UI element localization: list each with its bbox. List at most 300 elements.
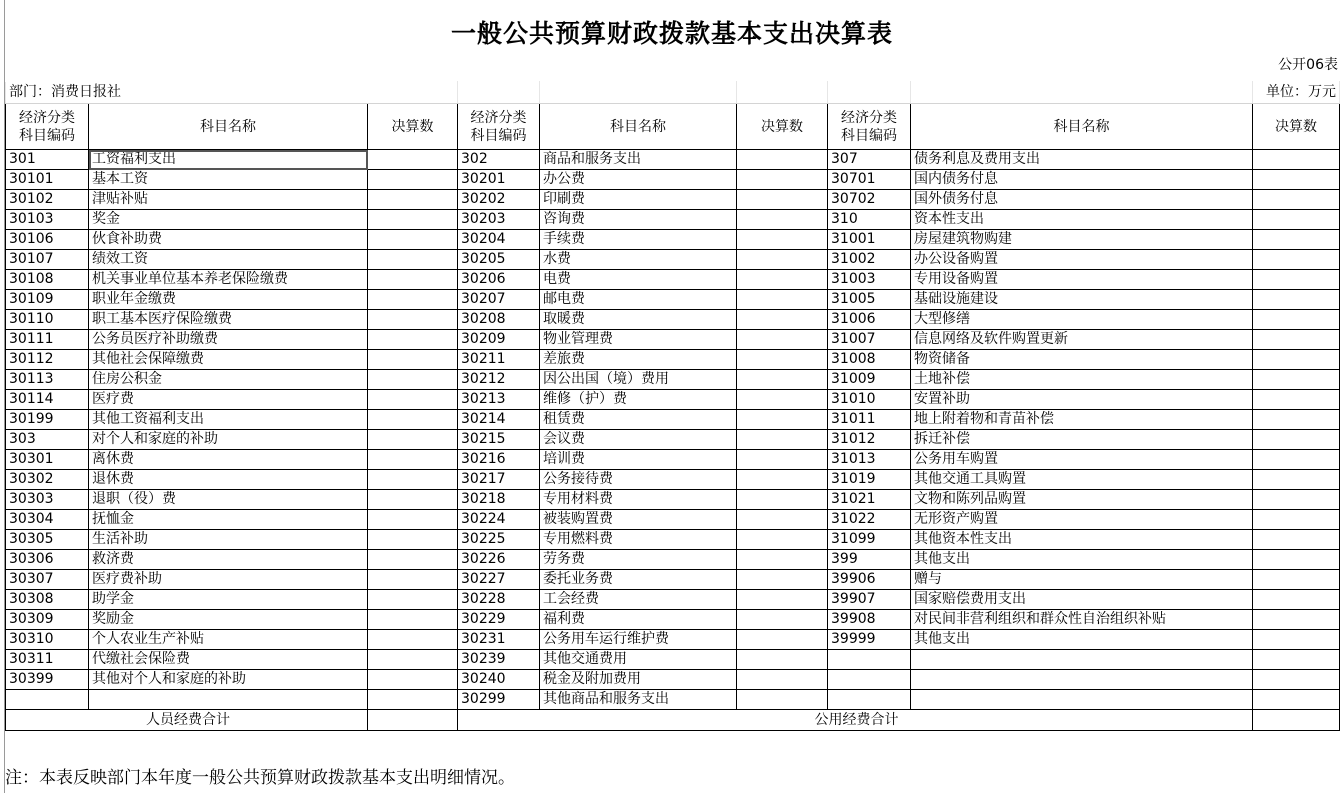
cell-name[interactable]: 邮电费 (540, 290, 737, 310)
cell-name[interactable]: 地上附着物和青苗补偿 (911, 410, 1253, 430)
cell-amount[interactable] (1253, 270, 1340, 290)
table-row (6, 290, 1340, 310)
cell-name[interactable]: 咨询费 (540, 210, 737, 230)
header-amount-1: 决算数 (368, 104, 458, 150)
cell-code[interactable]: 30215 (458, 430, 540, 450)
cell-name[interactable]: 其他支出 (911, 630, 1253, 650)
cell-code[interactable]: 31010 (828, 390, 911, 410)
cell-amount[interactable] (737, 690, 828, 710)
table-row (6, 510, 1340, 530)
cell-name[interactable] (911, 650, 1253, 670)
cell-amount[interactable] (1253, 690, 1340, 710)
cell-name[interactable]: 物业管理费 (540, 330, 737, 350)
cell-amount[interactable] (368, 430, 458, 450)
header-name-1: 科目名称 (89, 104, 368, 150)
cell-name[interactable]: 其他交通工具购置 (911, 470, 1253, 490)
cell-name[interactable]: 离休费 (89, 450, 368, 470)
cell-name[interactable]: 专用设备购置 (911, 270, 1253, 290)
cell-code[interactable]: 30228 (458, 590, 540, 610)
cell-code[interactable]: 30114 (6, 390, 89, 410)
cell-name[interactable]: 对个人和家庭的补助 (89, 430, 368, 450)
cell-name[interactable]: 基本工资 (89, 170, 368, 190)
table-row (6, 310, 1340, 330)
meta-row (6, 82, 1340, 104)
table-code-label: 公开06表 (1278, 57, 1338, 73)
cell-code[interactable]: 30201 (458, 170, 540, 190)
cell-name[interactable] (911, 690, 1253, 710)
cell-code[interactable]: 307 (828, 150, 911, 170)
cell-code[interactable] (828, 650, 911, 670)
cell-name[interactable]: 维修（护）费 (540, 390, 737, 410)
cell-name[interactable]: 住房公积金 (89, 370, 368, 390)
cell-amount[interactable] (1253, 230, 1340, 250)
table-row (6, 590, 1340, 610)
cell-name[interactable]: 基础设施建设 (911, 290, 1253, 310)
cell-name[interactable]: 物资储备 (911, 350, 1253, 370)
cell-code[interactable]: 30214 (458, 410, 540, 430)
table-row (6, 530, 1340, 550)
table-row (6, 430, 1340, 450)
table-row (6, 490, 1340, 510)
cell-code[interactable]: 31003 (828, 270, 911, 290)
cell-amount[interactable] (737, 230, 828, 250)
cell-name[interactable]: 文物和陈列品购置 (911, 490, 1253, 510)
cell-code[interactable]: 31001 (828, 230, 911, 250)
cell-code[interactable]: 399 (828, 550, 911, 570)
cell-amount[interactable] (737, 610, 828, 630)
header-code-3: 经济分类 科目编码 (828, 104, 911, 150)
cell-code[interactable]: 30227 (458, 570, 540, 590)
cell-code[interactable]: 30111 (6, 330, 89, 350)
table-row (6, 370, 1340, 390)
cell-amount[interactable] (1253, 450, 1340, 470)
cell-name[interactable]: 印刷费 (540, 190, 737, 210)
cell-code[interactable]: 39906 (828, 570, 911, 590)
cell-code[interactable]: 30103 (6, 210, 89, 230)
cell-code[interactable]: 30208 (458, 310, 540, 330)
cell-code[interactable]: 30302 (6, 470, 89, 490)
table-row (6, 650, 1340, 670)
cell-amount[interactable] (1253, 390, 1340, 410)
cell-name[interactable]: 资本性支出 (911, 210, 1253, 230)
cell-name[interactable]: 救济费 (89, 550, 368, 570)
cell-name[interactable]: 手续费 (540, 230, 737, 250)
cell-amount[interactable] (368, 170, 458, 190)
cell-name[interactable]: 绩效工资 (89, 250, 368, 270)
cell-amount[interactable] (1253, 370, 1340, 390)
cell-code[interactable]: 31011 (828, 410, 911, 430)
cell-amount[interactable] (1253, 590, 1340, 610)
cell-amount[interactable] (368, 230, 458, 250)
cell-amount[interactable] (368, 250, 458, 270)
cell-name[interactable]: 被装购置费 (540, 510, 737, 530)
cell-amount[interactable] (737, 650, 828, 670)
cell-name[interactable]: 其他交通费用 (540, 650, 737, 670)
cell-name[interactable]: 无形资产购置 (911, 510, 1253, 530)
cell-code[interactable]: 31013 (828, 450, 911, 470)
header-name-2: 科目名称 (540, 104, 737, 150)
cell-code[interactable]: 30306 (6, 550, 89, 570)
cell-amount[interactable] (737, 330, 828, 350)
header-code-1: 经济分类 科目编码 (6, 104, 89, 150)
cell-code[interactable]: 30224 (458, 510, 540, 530)
cell-name[interactable]: 其他商品和服务支出 (540, 690, 737, 710)
cell-amount[interactable] (737, 250, 828, 270)
cell-amount[interactable] (1253, 670, 1340, 690)
cell-name[interactable]: 电费 (540, 270, 737, 290)
cell-code[interactable]: 31007 (828, 330, 911, 350)
cell-name[interactable]: 退职（役）费 (89, 490, 368, 510)
cell-amount[interactable] (368, 670, 458, 690)
cell-code[interactable]: 39999 (828, 630, 911, 650)
cell-code[interactable]: 39907 (828, 590, 911, 610)
cell-code[interactable]: 31009 (828, 370, 911, 390)
cell-name[interactable]: 医疗费补助 (89, 570, 368, 590)
cell-code[interactable]: 30303 (6, 490, 89, 510)
cell-name[interactable]: 国家赔偿费用支出 (911, 590, 1253, 610)
cell-amount[interactable] (737, 310, 828, 330)
cell-code[interactable]: 31006 (828, 310, 911, 330)
cell-name[interactable]: 培训费 (540, 450, 737, 470)
footnote: 注：本表反映部门本年度一般公共预算财政拨款基本支出明细情况。 (5, 768, 515, 788)
table-row (6, 570, 1340, 590)
cell-code[interactable]: 39908 (828, 610, 911, 630)
cell-code[interactable]: 30701 (828, 170, 911, 190)
cell-code[interactable]: 30203 (458, 210, 540, 230)
cell-name[interactable]: 办公设备购置 (911, 250, 1253, 270)
cell-amount[interactable] (368, 630, 458, 650)
cell-code[interactable]: 31012 (828, 430, 911, 450)
cell-code[interactable]: 30229 (458, 610, 540, 630)
cell-name[interactable]: 拆迁补偿 (911, 430, 1253, 450)
table-row (6, 550, 1340, 570)
header-amount-3: 决算数 (1253, 104, 1340, 150)
cell-code[interactable]: 31002 (828, 250, 911, 270)
cell-name[interactable]: 房屋建筑物购建 (911, 230, 1253, 250)
cell-amount[interactable] (737, 190, 828, 210)
cell-name[interactable]: 办公费 (540, 170, 737, 190)
cell-name[interactable]: 专用燃料费 (540, 530, 737, 550)
cell-code[interactable]: 30204 (458, 230, 540, 250)
cell-code[interactable]: 30107 (6, 250, 89, 270)
cell-amount[interactable] (368, 690, 458, 710)
table-row (6, 610, 1340, 630)
cell-amount[interactable] (368, 290, 458, 310)
table-row (6, 470, 1340, 490)
header-amount-2: 决算数 (737, 104, 828, 150)
cell-name[interactable]: 其他资本性支出 (911, 530, 1253, 550)
cell-name[interactable]: 公务用车购置 (911, 450, 1253, 470)
cell-amount[interactable] (737, 490, 828, 510)
cell-code[interactable]: 30211 (458, 350, 540, 370)
cell-code[interactable]: 30308 (6, 590, 89, 610)
expenditure-table (5, 81, 1340, 731)
cell-name[interactable]: 奖金 (89, 210, 368, 230)
table-row (6, 170, 1340, 190)
cell-code[interactable]: 30301 (6, 450, 89, 470)
cell-amount[interactable] (368, 570, 458, 590)
cell-code[interactable]: 303 (6, 430, 89, 450)
cell-name[interactable]: 工会经费 (540, 590, 737, 610)
cell-amount[interactable] (368, 350, 458, 370)
cell-amount[interactable] (368, 410, 458, 430)
cell-amount[interactable] (1253, 210, 1340, 230)
cell-code[interactable]: 30311 (6, 650, 89, 670)
cell-amount[interactable] (1253, 490, 1340, 510)
cell-code[interactable]: 30309 (6, 610, 89, 630)
cell-name[interactable]: 工资福利支出 (89, 150, 368, 170)
cell-name[interactable]: 取暖费 (540, 310, 737, 330)
cell-code[interactable]: 30109 (6, 290, 89, 310)
cell-code[interactable]: 30304 (6, 510, 89, 530)
cell-amount[interactable] (1253, 410, 1340, 430)
cell-name[interactable]: 赠与 (911, 570, 1253, 590)
public-total-amount[interactable] (1253, 710, 1340, 731)
cell-code[interactable]: 30231 (458, 630, 540, 650)
cell-amount[interactable] (737, 550, 828, 570)
cell-name[interactable]: 津贴补贴 (89, 190, 368, 210)
cell-name[interactable]: 信息网络及软件购置更新 (911, 330, 1253, 350)
cell-code[interactable]: 30202 (458, 190, 540, 210)
cell-name[interactable]: 国外债务付息 (911, 190, 1253, 210)
cell-code[interactable]: 30213 (458, 390, 540, 410)
cell-name[interactable]: 商品和服务支出 (540, 150, 737, 170)
cell-name[interactable]: 代缴社会保险费 (89, 650, 368, 670)
cell-code[interactable]: 30216 (458, 450, 540, 470)
cell-amount[interactable] (1253, 170, 1340, 190)
cell-amount[interactable] (368, 650, 458, 670)
cell-name[interactable]: 其他支出 (911, 550, 1253, 570)
cell-amount[interactable] (737, 530, 828, 550)
table-row (6, 330, 1340, 350)
cell-code[interactable]: 30113 (6, 370, 89, 390)
cell-code[interactable]: 30307 (6, 570, 89, 590)
cell-amount[interactable] (1253, 470, 1340, 490)
cell-name[interactable]: 公务接待费 (540, 470, 737, 490)
cell-name[interactable]: 大型修缮 (911, 310, 1253, 330)
cell-amount[interactable] (1253, 570, 1340, 590)
cell-code[interactable]: 302 (458, 150, 540, 170)
cell-name[interactable]: 劳务费 (540, 550, 737, 570)
cell-code[interactable]: 30212 (458, 370, 540, 390)
cell-name[interactable]: 助学金 (89, 590, 368, 610)
cell-amount[interactable] (1253, 290, 1340, 310)
cell-amount[interactable] (368, 330, 458, 350)
cell-name[interactable]: 公务员医疗补助缴费 (89, 330, 368, 350)
table-row (6, 150, 1340, 170)
cell-code[interactable] (828, 670, 911, 690)
cell-amount[interactable] (737, 670, 828, 690)
cell-name[interactable]: 水费 (540, 250, 737, 270)
cell-name[interactable]: 债务利息及费用支出 (911, 150, 1253, 170)
cell-code[interactable]: 30106 (6, 230, 89, 250)
cell-amount[interactable] (737, 470, 828, 490)
cell-amount[interactable] (1253, 310, 1340, 330)
cell-name[interactable]: 奖励金 (89, 610, 368, 630)
cell-amount[interactable] (1253, 350, 1340, 370)
cell-amount[interactable] (368, 510, 458, 530)
cell-amount[interactable] (1253, 190, 1340, 210)
cell-amount[interactable] (368, 370, 458, 390)
cell-name[interactable]: 医疗费 (89, 390, 368, 410)
table-row (6, 670, 1340, 690)
cell-code[interactable]: 30209 (458, 330, 540, 350)
cell-code[interactable]: 310 (828, 210, 911, 230)
cell-name[interactable]: 机关事业单位基本养老保险缴费 (89, 270, 368, 290)
cell-amount[interactable] (737, 210, 828, 230)
cell-code[interactable] (6, 690, 89, 710)
cell-amount[interactable] (368, 150, 458, 170)
cell-code[interactable]: 31005 (828, 290, 911, 310)
cell-name[interactable]: 其他工资福利支出 (89, 410, 368, 430)
cell-name[interactable]: 其他对个人和家庭的补助 (89, 670, 368, 690)
personnel-total-label: 人员经费合计 (6, 710, 368, 731)
header-row (6, 104, 1340, 150)
cell-code[interactable]: 30199 (6, 410, 89, 430)
cell-amount[interactable] (368, 450, 458, 470)
cell-amount[interactable] (737, 510, 828, 530)
cell-code[interactable]: 30206 (458, 270, 540, 290)
unit-label: 单位：万元 (1253, 82, 1340, 104)
table-row (6, 390, 1340, 410)
cell-amount[interactable] (368, 210, 458, 230)
cell-name[interactable]: 会议费 (540, 430, 737, 450)
cell-code[interactable]: 30218 (458, 490, 540, 510)
cell-code[interactable]: 301 (6, 150, 89, 170)
cell-amount[interactable] (368, 530, 458, 550)
table-row (6, 690, 1340, 710)
cell-name[interactable]: 伙食补助费 (89, 230, 368, 250)
table-row (6, 190, 1340, 210)
cell-code[interactable]: 30226 (458, 550, 540, 570)
cell-code[interactable]: 30101 (6, 170, 89, 190)
table-row (6, 350, 1340, 370)
cell-name[interactable]: 委托业务费 (540, 570, 737, 590)
table-row (6, 210, 1340, 230)
cell-amount[interactable] (1253, 150, 1340, 170)
cell-name[interactable] (911, 670, 1253, 690)
cell-name[interactable]: 退休费 (89, 470, 368, 490)
cell-code[interactable]: 30110 (6, 310, 89, 330)
cell-amount[interactable] (737, 370, 828, 390)
cell-amount[interactable] (368, 190, 458, 210)
totals-row (6, 710, 1340, 731)
cell-name[interactable]: 生活补助 (89, 530, 368, 550)
cell-amount[interactable] (368, 470, 458, 490)
cell-code[interactable]: 31099 (828, 530, 911, 550)
cell-code[interactable]: 30240 (458, 670, 540, 690)
cell-name[interactable]: 租赁费 (540, 410, 737, 430)
table-row (6, 230, 1340, 250)
cell-name[interactable]: 安置补助 (911, 390, 1253, 410)
cell-amount[interactable] (737, 450, 828, 470)
cell-code[interactable]: 30305 (6, 530, 89, 550)
cell-code[interactable]: 30239 (458, 650, 540, 670)
cell-amount[interactable] (737, 270, 828, 290)
cell-amount[interactable] (368, 390, 458, 410)
cell-amount[interactable] (1253, 630, 1340, 650)
cell-amount[interactable] (368, 590, 458, 610)
cell-name[interactable]: 公务用车运行维护费 (540, 630, 737, 650)
cell-amount[interactable] (737, 570, 828, 590)
report-title: 一般公共预算财政拨款基本支出决算表 (450, 19, 893, 48)
personnel-total-amount[interactable] (368, 710, 458, 731)
cell-name[interactable]: 对民间非营利组织和群众性自治组织补贴 (911, 610, 1253, 630)
cell-code[interactable]: 30205 (458, 250, 540, 270)
cell-name[interactable]: 因公出国（境）费用 (540, 370, 737, 390)
cell-name[interactable]: 专用材料费 (540, 490, 737, 510)
cell-amount[interactable] (368, 270, 458, 290)
header-name-3: 科目名称 (911, 104, 1253, 150)
cell-code[interactable]: 30108 (6, 270, 89, 290)
cell-amount[interactable] (1253, 530, 1340, 550)
cell-code[interactable]: 30299 (458, 690, 540, 710)
cell-amount[interactable] (1253, 550, 1340, 570)
cell-amount[interactable] (1253, 330, 1340, 350)
cell-code[interactable]: 31021 (828, 490, 911, 510)
cell-code[interactable]: 30102 (6, 190, 89, 210)
public-total-label: 公用经费合计 (458, 710, 1253, 731)
cell-name[interactable]: 差旅费 (540, 350, 737, 370)
cell-code[interactable]: 31008 (828, 350, 911, 370)
cell-code[interactable]: 30310 (6, 630, 89, 650)
cell-amount[interactable] (368, 310, 458, 330)
cell-code[interactable]: 31022 (828, 510, 911, 530)
cell-code[interactable]: 30399 (6, 670, 89, 690)
department-label: 部门：消费日报社 (6, 82, 458, 104)
cell-amount[interactable] (737, 410, 828, 430)
cell-name[interactable]: 土地补偿 (911, 370, 1253, 390)
header-code-2: 经济分类 科目编码 (458, 104, 540, 150)
cell-amount[interactable] (737, 430, 828, 450)
cell-amount[interactable] (1253, 510, 1340, 530)
cell-code[interactable]: 30112 (6, 350, 89, 370)
cell-amount[interactable] (737, 350, 828, 370)
cell-amount[interactable] (368, 490, 458, 510)
cell-amount[interactable] (737, 170, 828, 190)
cell-code[interactable] (828, 690, 911, 710)
cell-name[interactable]: 福利费 (540, 610, 737, 630)
cell-code[interactable]: 30217 (458, 470, 540, 490)
cell-amount[interactable] (1253, 610, 1340, 630)
cell-amount[interactable] (737, 590, 828, 610)
cell-code[interactable]: 30207 (458, 290, 540, 310)
cell-name[interactable] (89, 690, 368, 710)
cell-code[interactable]: 30702 (828, 190, 911, 210)
cell-amount[interactable] (737, 290, 828, 310)
cell-amount[interactable] (368, 550, 458, 570)
cell-amount[interactable] (368, 610, 458, 630)
cell-amount[interactable] (737, 630, 828, 650)
cell-amount[interactable] (1253, 430, 1340, 450)
cell-amount[interactable] (1253, 650, 1340, 670)
cell-name[interactable]: 个人农业生产补贴 (89, 630, 368, 650)
cell-amount[interactable] (1253, 250, 1340, 270)
cell-name[interactable]: 职业年金缴费 (89, 290, 368, 310)
table-row (6, 270, 1340, 290)
cell-amount[interactable] (737, 390, 828, 410)
cell-code[interactable]: 31019 (828, 470, 911, 490)
cell-name[interactable]: 其他社会保障缴费 (89, 350, 368, 370)
cell-name[interactable]: 税金及附加费用 (540, 670, 737, 690)
cell-name[interactable]: 职工基本医疗保险缴费 (89, 310, 368, 330)
table-row (6, 410, 1340, 430)
table-row (6, 630, 1340, 650)
cell-name[interactable]: 国内债务付息 (911, 170, 1253, 190)
cell-amount[interactable] (737, 150, 828, 170)
cell-name[interactable]: 抚恤金 (89, 510, 368, 530)
cell-code[interactable]: 30225 (458, 530, 540, 550)
